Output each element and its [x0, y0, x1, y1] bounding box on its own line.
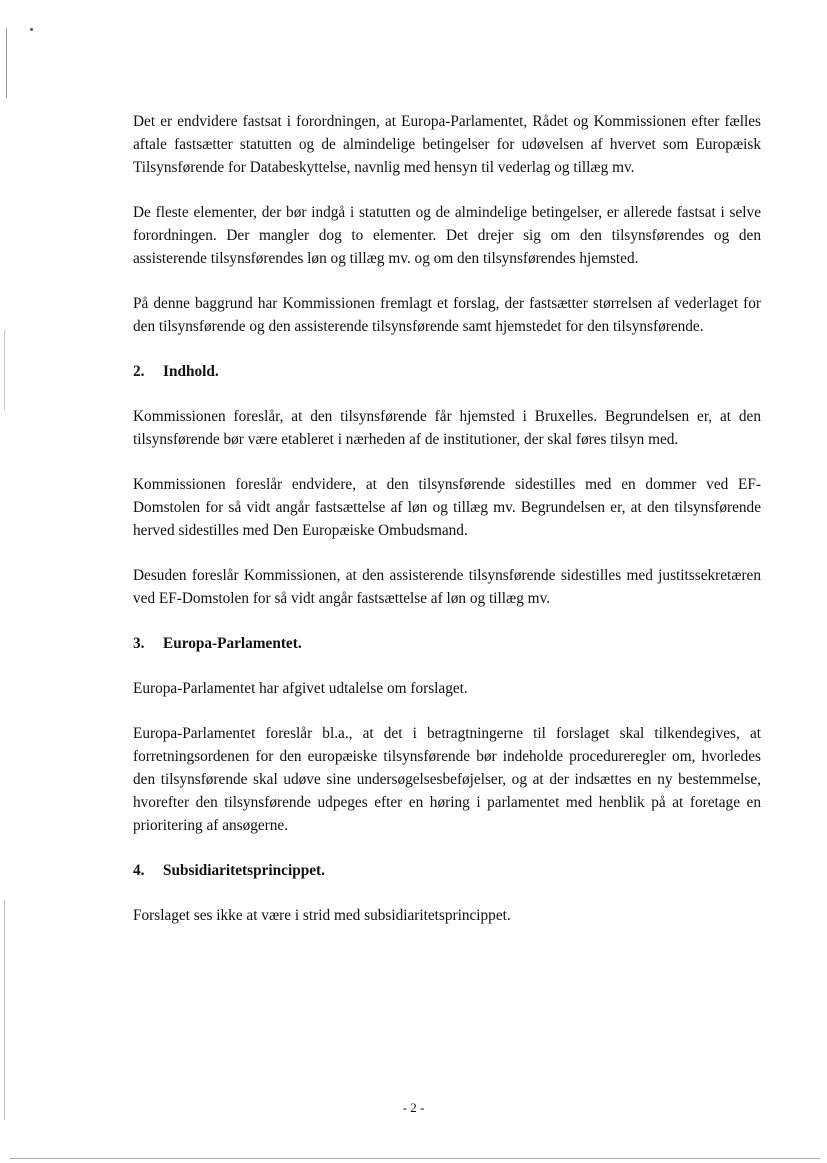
section-paragraph: Europa-Parlamentet foreslår bl.a., at det i betragtningerne til forslaget skal tilkendegives, at forretningsordenen for den europæiske tilsynsførende bør indeholde procedureregler om, hvorledes den tilsynsførende skal udøve sine undersøgelsesbeføjelser, og at der indsættes en ny bestemmelse, hvorefter den tilsynsførende udpeges efter en høring i parlamentet med henblik på at foretage en prioritering af ansøgerne.: [133, 725, 761, 834]
intro-paragraph: De fleste elementer, der bør indgå i statutten og de almindelige betingelser, er allerede fastsat i selve forordningen. Der mangler dog to elementer. Det drejer sig om den tilsynsførendes og den assisterende tilsynsførendes løn og tillæg mv. og om den tilsynsførendes hjemsted.: [133, 204, 761, 267]
section-title: Indhold.: [163, 363, 219, 380]
section-number: 3.: [133, 635, 145, 652]
section-heading: [133, 632, 761, 655]
scan-dot: [30, 28, 33, 31]
document-body: [133, 110, 761, 949]
section-heading: [133, 360, 761, 383]
scan-edge-mark: [4, 330, 5, 410]
section-title: Europa-Parlamentet.: [163, 635, 302, 652]
scan-edge-mark: [6, 28, 7, 98]
section-paragraph: Europa-Parlamentet har afgivet udtalelse om forslaget.: [133, 680, 468, 697]
section-number: 4.: [133, 862, 145, 879]
section-paragraph: Kommissionen foreslår endvidere, at den tilsynsførende sidestilles med en dommer ved EF-Domstolen for så vidt angår fastsættelse af løn og tillæg mv. Begrundelsen er, at den tilsynsførende herved sidestilles med Den Europæiske Ombudsmand.: [133, 476, 761, 539]
section-number: 2.: [133, 363, 145, 380]
section-paragraph: Kommissionen foreslår, at den tilsynsførende får hjemsted i Bruxelles. Begrundelsen er, at den tilsynsførende bør være etableret i nærheden af de institutioner, der skal føres tilsyn med.: [133, 408, 761, 448]
intro-paragraph: Det er endvidere fastsat i forordningen, at Europa-Parlamentet, Rådet og Kommissionen efter fælles aftale fastsætter statutten og de almindelige betingelser for udøvelsen af hvervet som Europæisk Tilsynsførende for Databeskyttelse, navnlig med hensyn til vederlag og tillæg mv.: [133, 113, 761, 176]
intro-paragraph: På denne baggrund har Kommissionen fremlagt et forslag, der fastsætter størrelsen af vederlaget for den tilsynsførende og den assisterende tilsynsførende samt hjemstedet for den tilsynsførende.: [133, 295, 761, 335]
scan-edge-mark: [10, 1158, 820, 1159]
section-title: Subsidiaritetsprincippet.: [163, 862, 325, 879]
section-paragraph: Desuden foreslår Kommissionen, at den assisterende tilsynsførende sidestilles med justitssekretæren ved EF-Domstolen for så vidt angår fastsættelse af løn og tillæg mv.: [133, 567, 761, 607]
scan-edge-mark: [4, 900, 5, 1120]
section-paragraph: Forslaget ses ikke at være i strid med subsidiaritetsprincippet.: [133, 907, 511, 924]
page-number: - 2 -: [402, 1100, 425, 1115]
section-heading: [133, 859, 761, 882]
